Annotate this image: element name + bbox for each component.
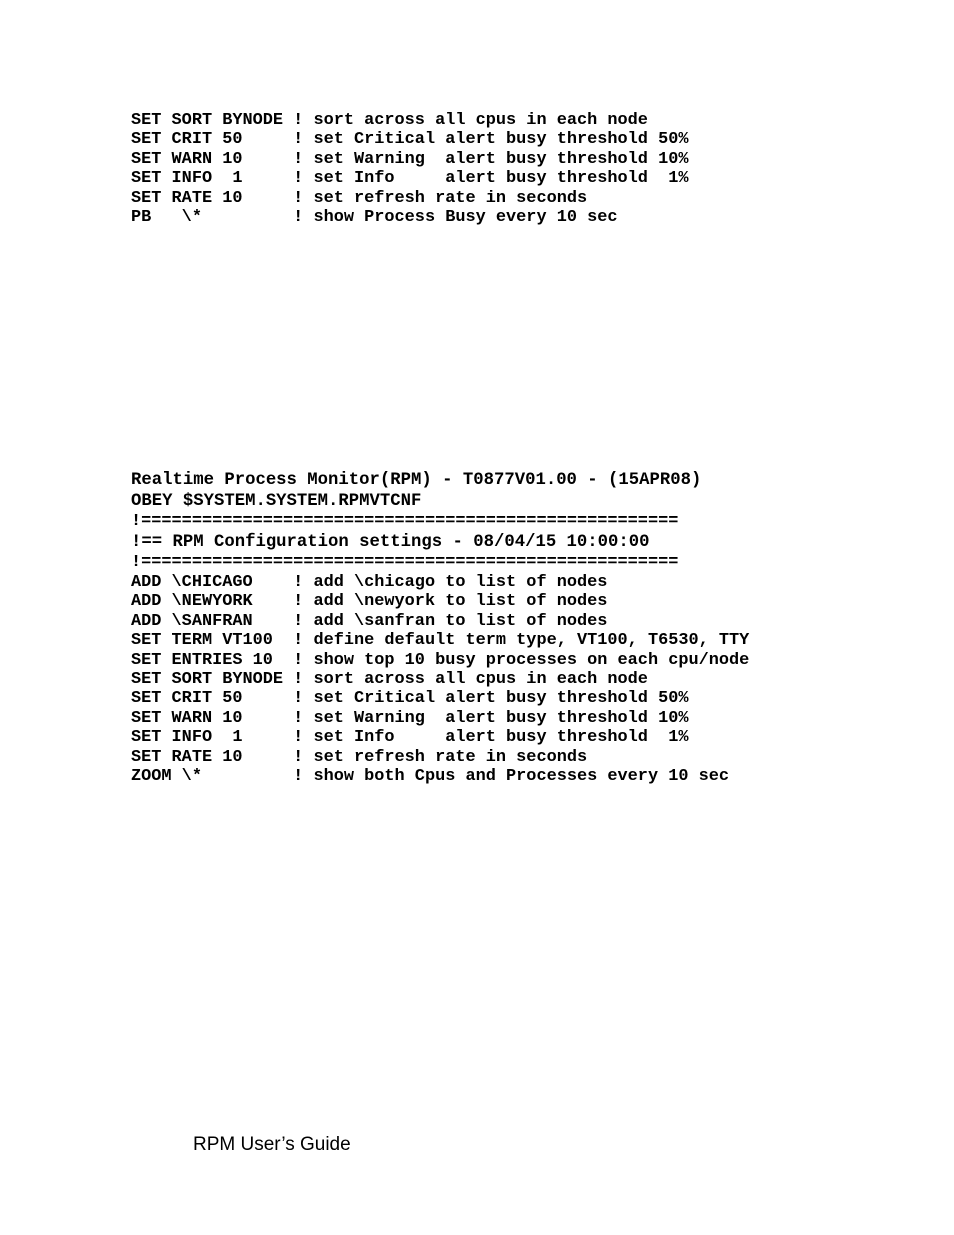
code-line: ADD \NEWYORK ! add \newyork to list of nodes [131, 592, 608, 612]
config-title-line: !== RPM Configuration settings - 08/04/15 10:00:00 [131, 533, 650, 552]
code-line: SET CRIT 50 ! set Critical alert busy threshold 50% [131, 689, 689, 709]
code-line: SET RATE 10 ! set refresh rate in seconds [131, 747, 588, 767]
comment-rule-line: !===================================================== [131, 553, 679, 572]
code-line: ZOOM \* ! show both Cpus and Processes every 10 sec [131, 766, 730, 786]
code-line: SET ENTRIES 10 ! show top 10 busy processes on each cpu/node [131, 650, 750, 670]
obey-file-listing-top [131, 111, 688, 227]
code-line: SET INFO 1 ! set Info alert busy threshold 1% [131, 169, 689, 189]
code-line: SET SORT BYNODE ! sort across all cpus in each node [131, 111, 648, 130]
page-footer: RPM User’s Guide [193, 1134, 351, 1155]
code-line: ADD \CHICAGO ! add \chicago to list of nodes [131, 573, 608, 592]
code-line: SET SORT BYNODE ! sort across all cpus in each node [131, 669, 648, 689]
code-line: ADD \SANFRAN ! add \sanfran to list of nodes [131, 611, 608, 631]
code-line: SET WARN 10 ! set Warning alert busy threshold 10% [131, 708, 689, 728]
code-line: SET CRIT 50 ! set Critical alert busy threshold 50% [131, 130, 689, 150]
code-line: PB \* ! show Process Busy every 10 sec [131, 207, 618, 227]
program-banner-line: Realtime Process Monitor(RPM) - T0877V01.00 - (15APR08) [131, 471, 702, 490]
code-line: SET INFO 1 ! set Info alert busy threshold 1% [131, 728, 689, 748]
code-line: SET TERM VT100 ! define default term type, VT100, T6530, TTY [131, 631, 750, 651]
code-line: SET RATE 10 ! set refresh rate in seconds [131, 188, 588, 208]
comment-rule-line: !===================================================== [131, 512, 679, 531]
code-line: SET WARN 10 ! set Warning alert busy threshold 10% [131, 149, 689, 169]
obey-file-listing-bottom [131, 470, 749, 786]
obey-command-line: OBEY $SYSTEM.SYSTEM.RPMVTCNF [131, 492, 422, 511]
